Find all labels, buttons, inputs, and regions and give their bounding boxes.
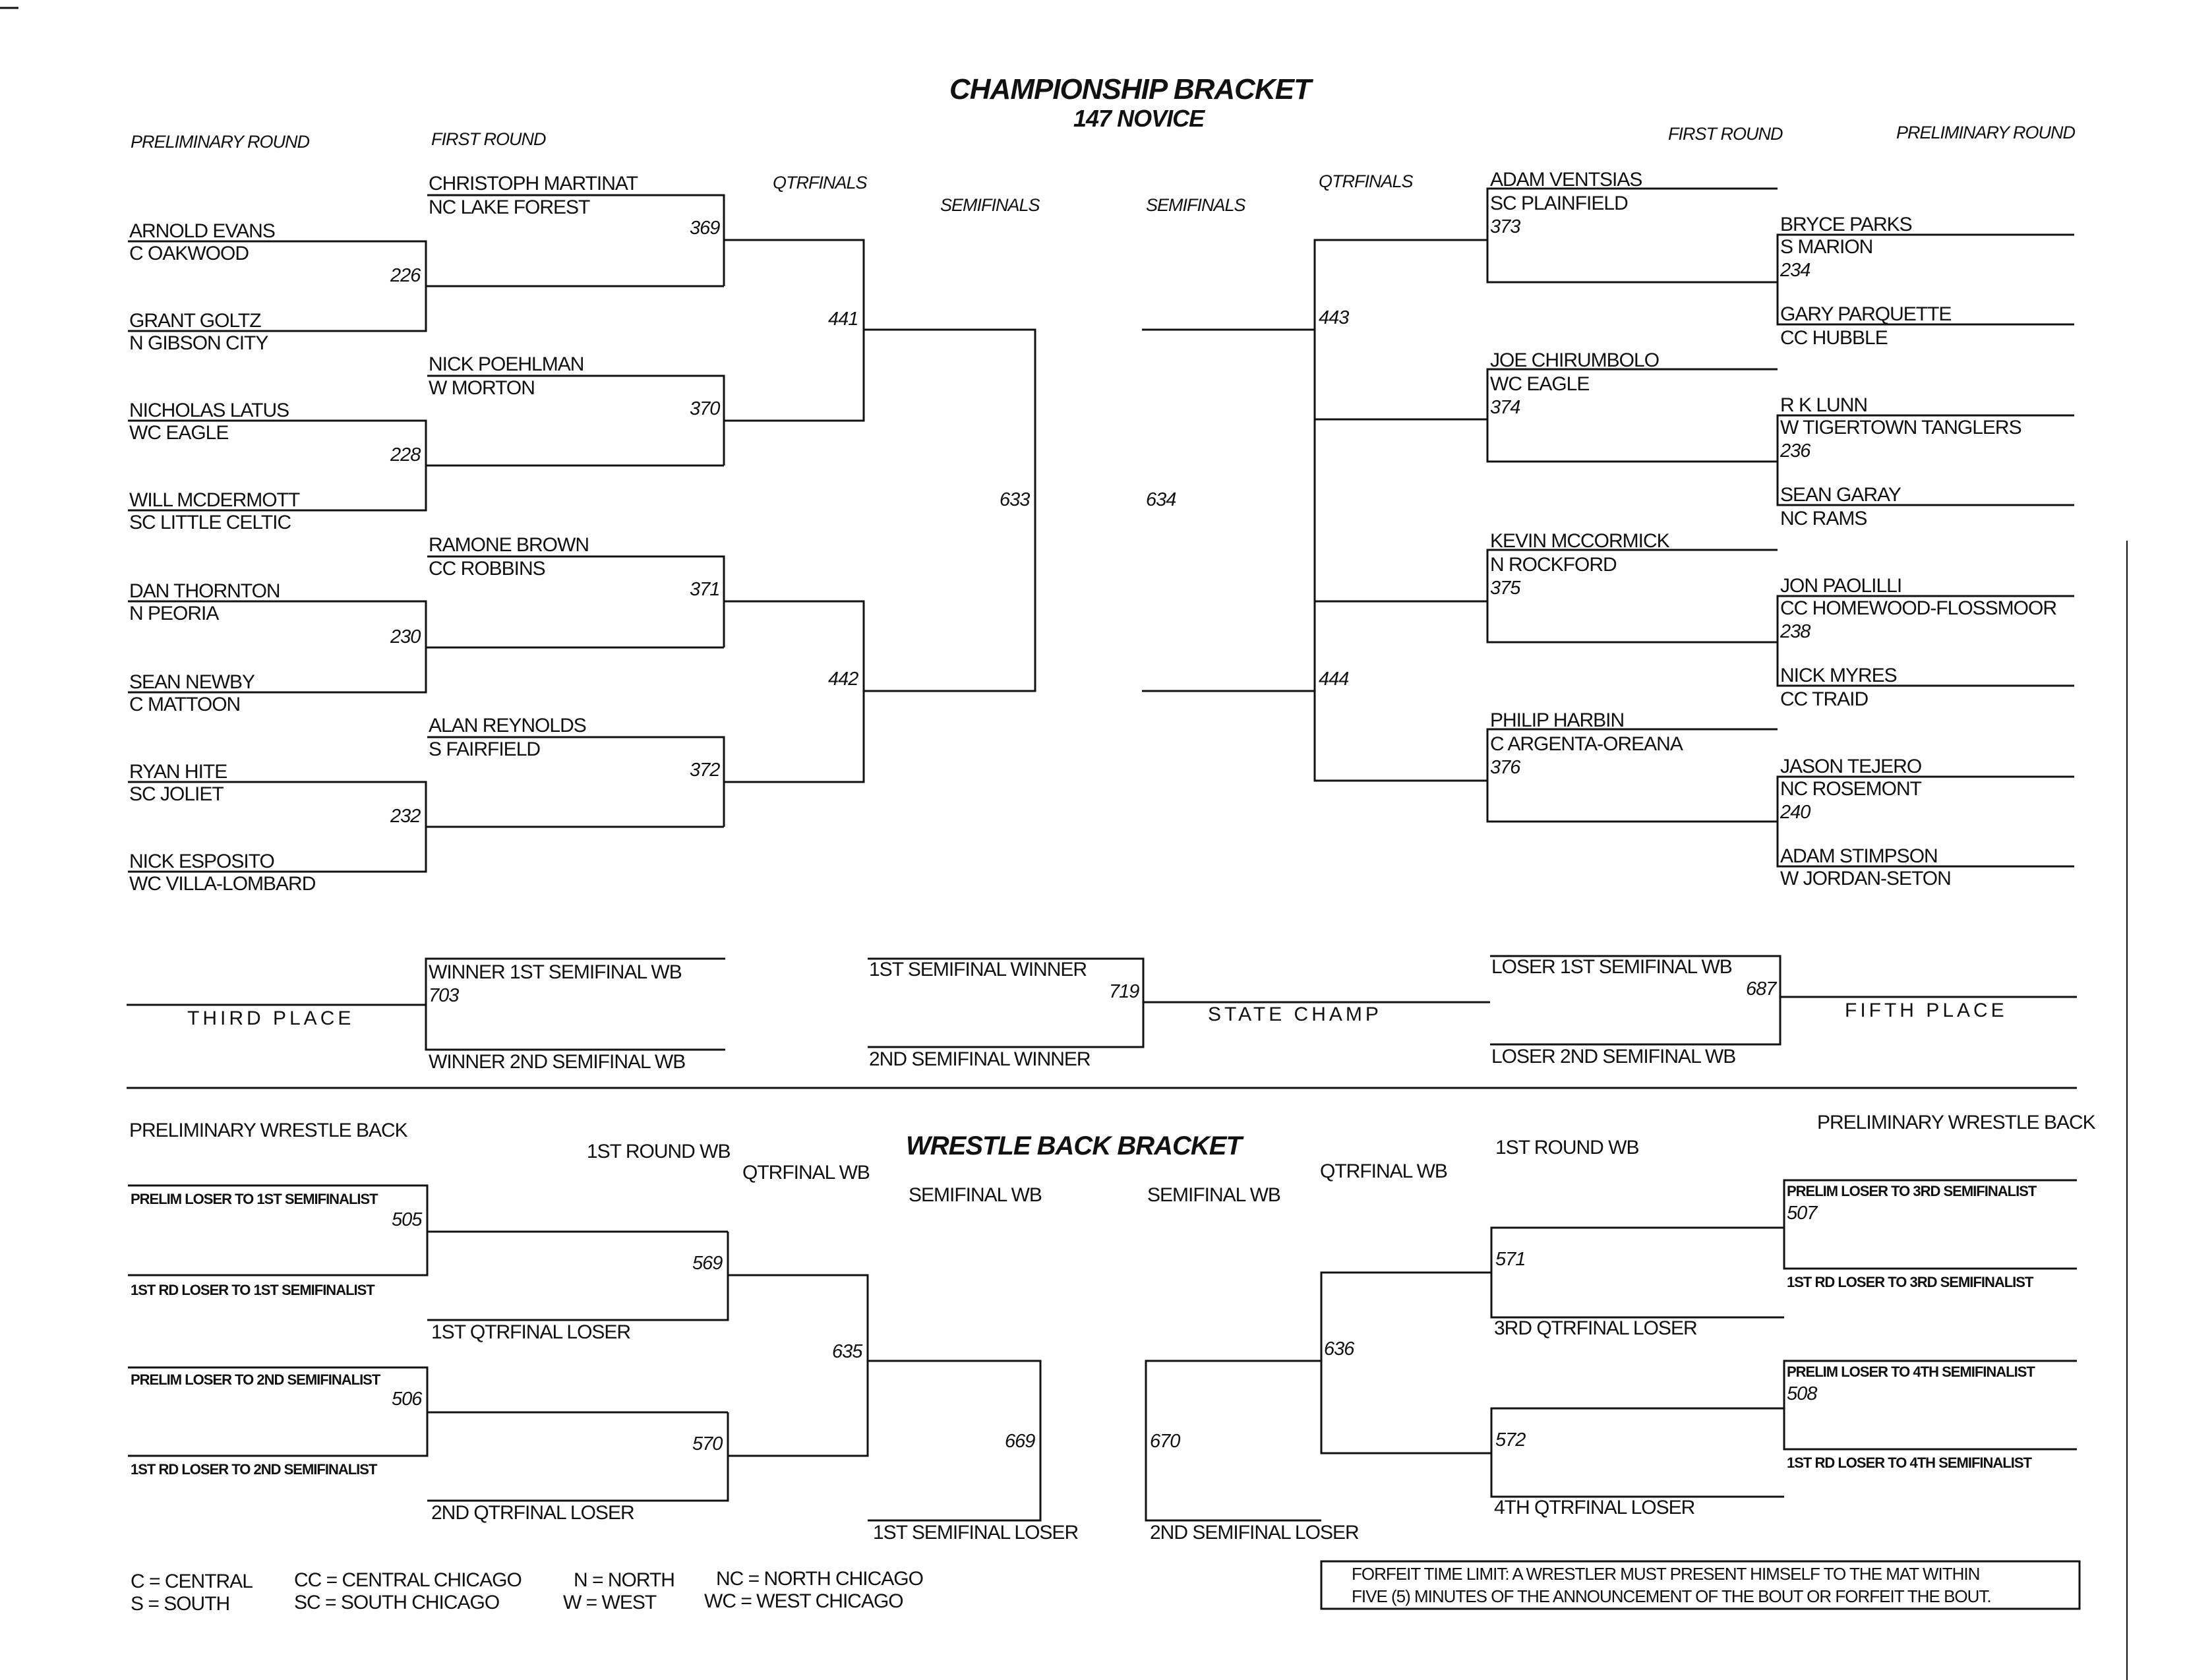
wb-slot-label: PRELIM LOSER TO 4TH SEMIFINALIST <box>1787 1364 2035 1380</box>
wrestler-team: NC ROSEMONT <box>1780 778 1921 800</box>
wrestler-team: NC RAMS <box>1780 508 1867 529</box>
wb-slot-label: 1ST RD LOSER TO 2ND SEMIFINALIST <box>131 1461 377 1478</box>
wrestler-name: RAMONE BROWN <box>429 534 589 556</box>
wb-header: SEMIFINAL WB <box>1147 1184 1280 1206</box>
bout-number: 687 <box>1746 978 1776 1000</box>
wb-slot-label: PRELIM LOSER TO 2ND SEMIFINALIST <box>131 1371 380 1388</box>
legend-item: WC = WEST CHICAGO <box>704 1590 903 1612</box>
bout-number: 443 <box>1319 307 1349 328</box>
wb-slot-label: 2ND QTRFINAL LOSER <box>431 1502 634 1524</box>
wrestler-name: NICK MYRES <box>1780 665 1897 686</box>
wrestler-team: C MATTOON <box>129 694 241 715</box>
wrestler-name: GARY PARQUETTE <box>1780 303 1952 325</box>
wrestler-team: S FAIRFIELD <box>429 738 541 760</box>
wb-header: 1ST ROUND WB <box>1495 1137 1639 1158</box>
wrestler-name: JASON TEJERO <box>1780 756 1922 777</box>
bout-number: 376 <box>1490 757 1520 778</box>
champ-bottom-label: 2ND SEMIFINAL WINNER <box>869 1048 1091 1070</box>
bout-number: 373 <box>1490 216 1520 237</box>
state-champ-label: STATE CHAMP <box>1208 1004 1382 1025</box>
wb-header: QTRFINAL WB <box>1320 1160 1447 1182</box>
wrestler-name: NICK ESPOSITO <box>129 851 274 872</box>
bout-number: 371 <box>690 579 720 600</box>
bout-number: 633 <box>1000 489 1030 510</box>
bout-number: 635 <box>832 1341 862 1362</box>
bout-number: 442 <box>828 669 858 690</box>
wrestler-team: CC ROBBINS <box>429 558 545 580</box>
bout-number: 670 <box>1150 1431 1180 1452</box>
wrestler-name: WILL MCDERMOTT <box>129 489 300 511</box>
header-prelim-right: PRELIMINARY ROUND <box>1896 123 2076 142</box>
bout-number: 570 <box>692 1433 723 1455</box>
bout-number: 636 <box>1324 1338 1354 1360</box>
wb-slot-label: 1ST SEMIFINAL LOSER <box>873 1522 1079 1544</box>
wb-slot-label: 1ST RD LOSER TO 4TH SEMIFINALIST <box>1787 1455 2031 1471</box>
third-place-label: THIRD PLACE <box>187 1007 355 1029</box>
legend-item: S = SOUTH <box>131 1593 230 1615</box>
wrestler-team: SC JOLIET <box>129 783 224 805</box>
wb-slot-label: 4TH QTRFINAL LOSER <box>1494 1497 1695 1518</box>
wrestler-team: C ARGENTA-OREANA <box>1490 733 1683 755</box>
bout-number: 372 <box>690 760 720 781</box>
wrestler-name: JON PAOLILLI <box>1780 575 1902 597</box>
wrestler-name: GRANT GOLTZ <box>129 310 261 332</box>
wrestler-team: WC EAGLE <box>1490 373 1590 395</box>
bout-number: 719 <box>1109 981 1139 1002</box>
wrestler-name: BRYCE PARKS <box>1780 214 1912 235</box>
wrestler-name: R K LUNN <box>1780 394 1868 416</box>
fifth-top-label: LOSER 1ST SEMIFINAL WB <box>1491 956 1732 978</box>
wrestler-name: PHILIP HARBIN <box>1490 709 1625 731</box>
bout-number: 234 <box>1780 260 1811 281</box>
legend-item: N = NORTH <box>574 1569 674 1591</box>
wrestler-name: ALAN REYNOLDS <box>429 715 586 736</box>
bout-number: 441 <box>828 309 858 330</box>
wrestler-team: C OAKWOOD <box>129 243 249 264</box>
wrestler-name: ADAM VENTSIAS <box>1490 169 1642 191</box>
header-prelim-left: PRELIMINARY ROUND <box>131 132 310 152</box>
wrestler-name: JOE CHIRUMBOLO <box>1490 349 1660 371</box>
bout-number: 228 <box>390 444 421 465</box>
wrestler-name: NICHOLAS LATUS <box>129 400 289 421</box>
legend-item: C = CENTRAL <box>131 1571 253 1592</box>
bout-number: 444 <box>1319 669 1349 690</box>
header-semi-right: SEMIFINALS <box>1146 195 1245 215</box>
bout-number: 375 <box>1490 578 1520 599</box>
bout-number: 569 <box>692 1253 723 1274</box>
bout-number: 232 <box>390 806 421 827</box>
legend-item: NC = NORTH CHICAGO <box>716 1568 923 1590</box>
header-semi-left: SEMIFINALS <box>940 195 1040 215</box>
wrestler-team: SC LITTLE CELTIC <box>129 512 291 533</box>
wrestler-name: SEAN NEWBY <box>129 671 255 693</box>
wb-slot-label: 1ST RD LOSER TO 1ST SEMIFINALIST <box>131 1282 374 1298</box>
wb-header: PRELIMINARY WRESTLE BACK <box>1817 1112 2095 1133</box>
bout-number: 508 <box>1787 1383 1817 1404</box>
wrestler-team: W TIGERTOWN TANGLERS <box>1780 417 2021 438</box>
bout-number: 226 <box>390 265 421 286</box>
wrestler-team: CC TRAID <box>1780 688 1869 710</box>
bout-number: 374 <box>1490 397 1520 418</box>
wrestler-name: RYAN HITE <box>129 761 227 783</box>
wrestler-name: DAN THORNTON <box>129 580 280 602</box>
page-title: CHAMPIONSHIP BRACKET <box>949 73 1311 105</box>
finals-lines <box>127 956 2077 1088</box>
wb-slot-label: PRELIM LOSER TO 1ST SEMIFINALIST <box>131 1191 378 1207</box>
bout-number: 369 <box>690 218 720 239</box>
page-subtitle: 147 NOVICE <box>1073 105 1205 132</box>
header-qtr-left: QTRFINALS <box>773 173 867 193</box>
wrestler-name: CHRISTOPH MARTINAT <box>429 173 638 195</box>
wrestler-team: NC LAKE FOREST <box>429 196 590 218</box>
wrestler-team: N GIBSON CITY <box>129 332 268 354</box>
header-first-left: FIRST ROUND <box>431 129 546 149</box>
wrestler-team: WC EAGLE <box>129 422 229 444</box>
wb-slot-label: 2ND SEMIFINAL LOSER <box>1150 1522 1359 1544</box>
header-first-right: FIRST ROUND <box>1668 124 1783 144</box>
wb-title: WRESTLE BACK BRACKET <box>906 1131 1242 1160</box>
wb-header: QTRFINAL WB <box>742 1162 870 1184</box>
bout-number: 238 <box>1780 621 1811 642</box>
right-lines <box>1142 189 2074 866</box>
wrestler-name: ARNOLD EVANS <box>129 220 275 242</box>
bout-number: 506 <box>392 1389 422 1410</box>
header-qtr-right: QTRFINALS <box>1319 171 1413 191</box>
legend-item: W = WEST <box>563 1592 657 1613</box>
wrestler-team: W JORDAN-SETON <box>1780 868 1951 889</box>
bout-number: 634 <box>1146 489 1176 510</box>
legend-item: SC = SOUTH CHICAGO <box>294 1592 500 1613</box>
bout-number: 507 <box>1787 1203 1817 1224</box>
bout-number: 240 <box>1780 802 1811 823</box>
bout-number: 669 <box>1005 1431 1035 1452</box>
wrestler-team: N PEORIA <box>129 603 219 624</box>
forfeit-line-1: FORFEIT TIME LIMIT: A WRESTLER MUST PRESENT HIMSELF TO THE MAT WITHIN <box>1352 1564 1980 1584</box>
wb-header: PRELIMINARY WRESTLE BACK <box>129 1120 407 1141</box>
bout-number: 236 <box>1780 440 1811 462</box>
third-top-label: WINNER 1ST SEMIFINAL WB <box>429 961 682 983</box>
wrestler-name: NICK POEHLMAN <box>429 353 584 375</box>
third-bottom-label: WINNER 2ND SEMIFINAL WB <box>429 1051 686 1073</box>
bout-number: 572 <box>1495 1429 1526 1451</box>
bout-number: 370 <box>690 398 720 419</box>
bout-number: 505 <box>392 1209 422 1230</box>
wb-slot-label: PRELIM LOSER TO 3RD SEMIFINALIST <box>1787 1183 2037 1199</box>
wb-header: SEMIFINAL WB <box>909 1184 1042 1206</box>
wrestler-team: S MARION <box>1780 236 1873 258</box>
wb-header: 1ST ROUND WB <box>587 1141 731 1162</box>
wrestler-team: SC PLAINFIELD <box>1490 193 1628 214</box>
wrestler-team: CC HOMEWOOD-FLOSSMOOR <box>1780 597 2056 619</box>
wb-slot-label: 1ST RD LOSER TO 3RD SEMIFINALIST <box>1787 1274 2033 1290</box>
legend-item: CC = CENTRAL CHICAGO <box>294 1569 522 1591</box>
wrestler-team: N ROCKFORD <box>1490 554 1617 576</box>
bout-number: 703 <box>429 985 459 1006</box>
fifth-place-label: FIFTH PLACE <box>1845 1000 2008 1021</box>
champ-top-label: 1ST SEMIFINAL WINNER <box>869 959 1087 980</box>
bout-number: 230 <box>390 626 421 647</box>
wrestler-name: KEVIN MCCORMICK <box>1490 530 1669 552</box>
bout-number: 571 <box>1495 1249 1526 1270</box>
wb-slot-label: 3RD QTRFINAL LOSER <box>1494 1317 1697 1339</box>
wrestler-name: ADAM STIMPSON <box>1780 845 1938 867</box>
wrestler-team: W MORTON <box>429 377 535 399</box>
wrestler-name: SEAN GARAY <box>1780 484 1901 506</box>
wrestler-team: WC VILLA-LOMBARD <box>129 873 316 895</box>
wb-slot-label: 1ST QTRFINAL LOSER <box>431 1321 631 1343</box>
wrestler-team: CC HUBBLE <box>1780 327 1888 349</box>
fifth-bottom-label: LOSER 2ND SEMIFINAL WB <box>1491 1046 1736 1067</box>
forfeit-line-2: FIVE (5) MINUTES OF THE ANNOUNCEMENT OF THE BOUT OR FORFEIT THE BOUT. <box>1352 1586 1991 1606</box>
